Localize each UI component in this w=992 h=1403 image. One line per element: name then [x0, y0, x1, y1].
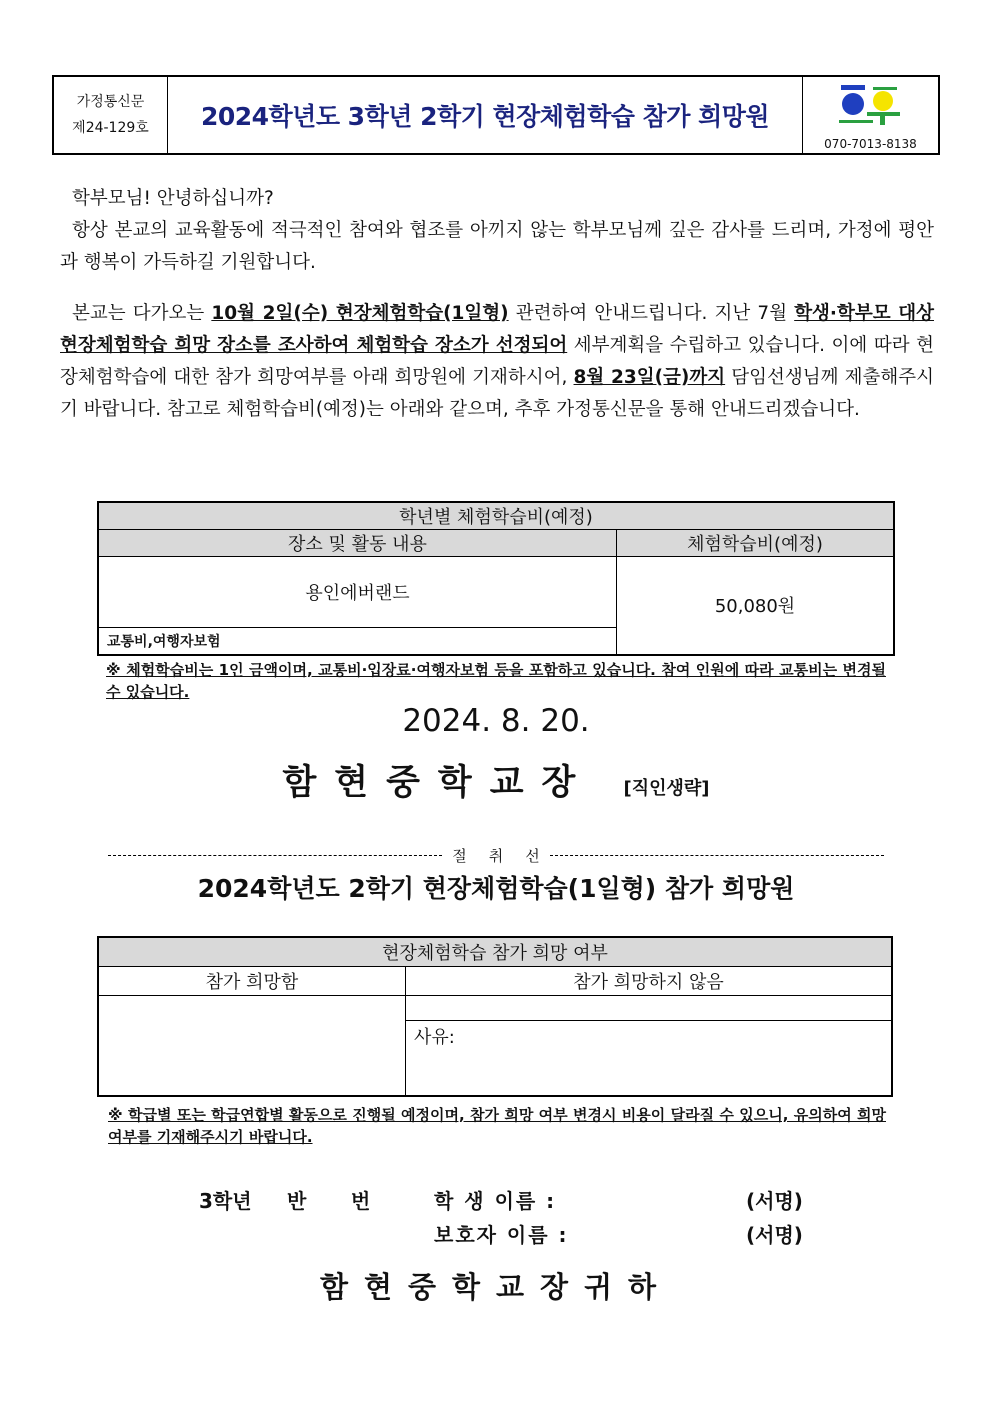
- school-logo-box: [802, 77, 938, 153]
- fee-table: [97, 501, 895, 656]
- seal-note: [직인생략]: [623, 778, 710, 799]
- document-header: [52, 75, 940, 155]
- option-no: 참가 희망하지 않음: [406, 966, 893, 995]
- fee-col-cost: 체험학습비(예정): [617, 530, 895, 557]
- school-logo-icon: [837, 83, 901, 127]
- fee-table-title: 학년별 체험학습비(예정): [98, 502, 894, 530]
- guardian-name-label: 보호자 이름 :: [434, 1223, 569, 1247]
- notice-paragraph: [60, 298, 934, 426]
- grade-label: 3학년: [199, 1189, 252, 1213]
- option-yes: 참가 희망함: [98, 966, 406, 995]
- form-note: ※ 학급별 또는 학급연합별 활동으로 진행될 예정이며, 참가 희망 여부 변경시 비용이 달라질 수 있으니, 유의하여 희망 여부를 기재해주시기 바랍니다.: [108, 1106, 886, 1146]
- addressee: 함현중학교장귀하: [319, 1270, 673, 1304]
- deadline: 8월 23일(금)까지: [573, 367, 726, 388]
- class-label: 반: [287, 1189, 307, 1213]
- cut-label: 절취선: [452, 847, 562, 865]
- guardian-sign: (서명): [746, 1223, 803, 1247]
- page-title: 2024학년도 3학년 2학기 현장체험학습 참가 희망원: [200, 102, 770, 131]
- reason-label: 사유:: [414, 1026, 455, 1048]
- student-name-label: 학 생 이름 :: [434, 1189, 557, 1213]
- body-text-1: 본교는 다가오는: [72, 303, 212, 324]
- cut-line: [108, 845, 884, 866]
- principal-name: [0, 755, 992, 805]
- fee-amount: 50,080원: [617, 557, 895, 655]
- survey-text: 학생·학부모 대상 현장체험학습 희망 장소를 조사하여 체험학습 장소가 선정되어: [60, 303, 934, 356]
- yes-check-cell[interactable]: [98, 995, 406, 1096]
- event-date: 10월 2일(수) 현장체험학습(1일형): [211, 303, 509, 324]
- number-label: 번: [351, 1189, 371, 1213]
- phone-number: 070-7013-8138: [824, 137, 917, 151]
- principal-title: 함현중학교장: [282, 763, 594, 803]
- header-meta: [54, 77, 168, 153]
- notice-body: [60, 298, 934, 426]
- fee-note: ※ 체험학습비는 1인 금액이며, 교통비·입장료·여행자보험 등을 포함하고 있습니다. 참여 인원에 따라 교통비는 변경될 수 있습니다.: [106, 661, 886, 701]
- issue-date: 2024. 8. 20.: [402, 703, 590, 739]
- doc-number: 제24-129호: [72, 120, 149, 136]
- intro-section: [60, 183, 934, 279]
- no-check-cell[interactable]: [406, 995, 893, 1020]
- reason-cell[interactable]: [406, 1020, 893, 1096]
- participation-table: [97, 936, 893, 1097]
- doc-category: 가정통신문: [76, 94, 145, 110]
- greeting: 학부모님! 안녕하십니까?: [72, 188, 274, 209]
- body-text-4: 담임선생님께 제출해주시기 바랍니다. 참고로 체험학습비(예정)는 아래와 같으며, 추후 가정통신문을 통해 안내드리겠습니다.: [60, 367, 934, 420]
- body-text-3: 세부계획을 수립하고 있습니다. 이에 따라 현장체험학습에 대한 참가 희망여부를 아래 희망원에 기재하시어,: [60, 335, 934, 388]
- thanks-paragraph: 항상 본교의 교육활동에 적극적인 참여와 협조를 아끼지 않는 학부모님께 깊은 감사를 드리며, 가정에 평안과 행복이 가득하길 기원합니다.: [60, 220, 934, 273]
- form-title: 2024학년도 2학기 현장체험학습(1일형) 참가 희망원: [197, 874, 795, 903]
- fee-place: 용인에버랜드: [98, 557, 617, 628]
- participation-title: 현장체험학습 참가 희망 여부: [98, 937, 892, 966]
- dash-left: [108, 855, 442, 856]
- student-sign: (서명): [746, 1189, 803, 1213]
- fee-col-place: 장소 및 활동 내용: [98, 530, 617, 557]
- dash-right: [550, 855, 884, 856]
- body-text-2: 관련하여 안내드립니다. 지난 7월: [508, 303, 795, 324]
- fee-includes: 교통비,여행자보험: [98, 628, 617, 655]
